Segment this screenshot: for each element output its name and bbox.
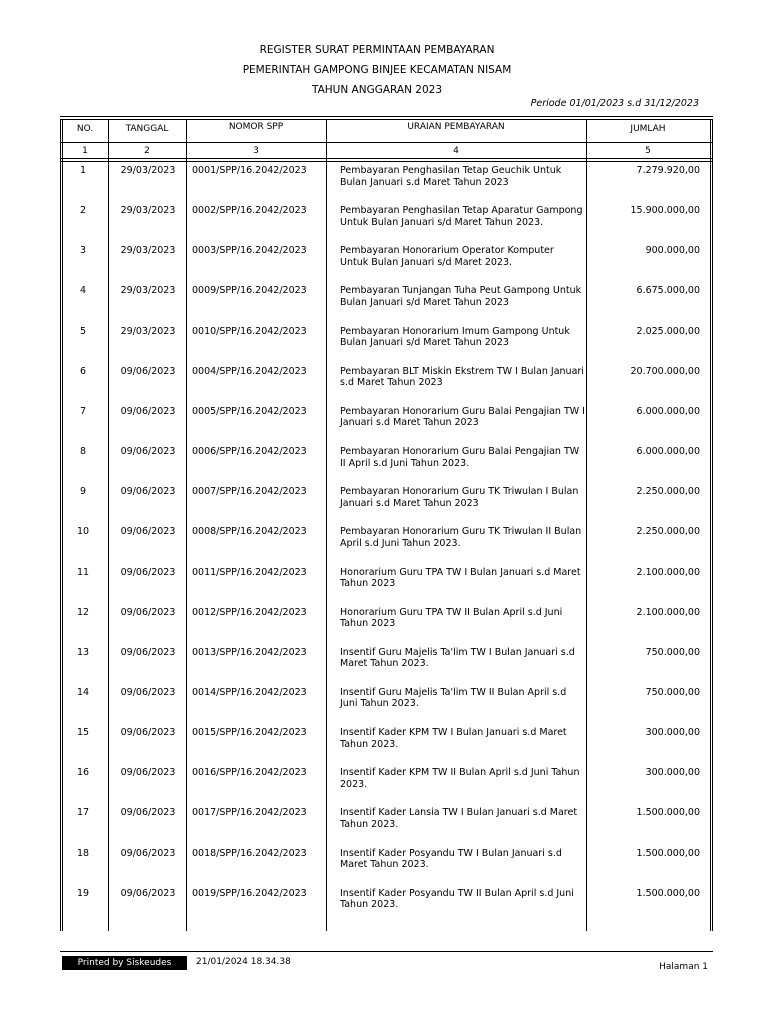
register-table xyxy=(60,113,713,931)
report-period: Periode 01/01/2023 s.d 31/12/2023 xyxy=(530,98,699,109)
row-no: 9 xyxy=(79,486,87,498)
row-jumlah: 2.100.000,00 xyxy=(636,566,700,578)
col-number-3: 3 xyxy=(253,146,259,156)
row-uraian: Pembayaran Honorarium Guru Balai Pengajian TW II April s.d Juni Tahun 2023. xyxy=(340,446,580,469)
page-number: Halaman 1 xyxy=(659,962,708,972)
row-no: 11 xyxy=(76,566,90,578)
row-jumlah: 750.000,00 xyxy=(645,686,700,698)
report-title: REGISTER SURAT PERMINTAAN PEMBAYARAN xyxy=(259,44,495,56)
report-subtitle: PEMERINTAH GAMPONG BINJEE KECAMATAN NISAM xyxy=(242,64,512,76)
row-jumlah: 6.000.000,00 xyxy=(636,446,700,458)
table-row xyxy=(60,647,713,687)
row-nomor-spp: 0016/SPP/16.2042/2023 xyxy=(192,767,307,779)
table-row xyxy=(60,486,713,526)
row-no: 19 xyxy=(76,887,90,899)
row-jumlah: 20.700.000,00 xyxy=(630,365,700,377)
row-nomor-spp: 0003/SPP/16.2042/2023 xyxy=(192,245,307,257)
row-nomor-spp: 0007/SPP/16.2042/2023 xyxy=(192,486,307,498)
table-row xyxy=(60,326,713,366)
row-tanggal: 29/03/2023 xyxy=(120,245,176,257)
row-tanggal: 09/06/2023 xyxy=(120,767,176,779)
footer-divider xyxy=(60,951,713,952)
row-no: 15 xyxy=(76,727,90,739)
row-jumlah: 2.100.000,00 xyxy=(636,606,700,618)
row-nomor-spp: 0001/SPP/16.2042/2023 xyxy=(192,165,307,176)
row-jumlah: 6.675.000,00 xyxy=(636,285,700,297)
row-tanggal: 09/06/2023 xyxy=(120,807,176,819)
row-uraian: Pembayaran Honorarium Guru Balai Pengajian TW I Januari s.d Maret Tahun 2023 xyxy=(340,405,585,429)
table-row xyxy=(60,165,713,205)
row-nomor-spp: 0004/SPP/16.2042/2023 xyxy=(192,365,307,377)
row-nomor-spp: 0006/SPP/16.2042/2023 xyxy=(192,446,307,458)
row-uraian: Pembayaran BLT Miskin Ekstrem TW I Bulan Januari s.d Maret Tahun 2023 xyxy=(340,365,584,389)
header-bottom-border-inner xyxy=(60,161,713,162)
table-top-border-inner xyxy=(60,119,713,120)
table-row xyxy=(60,285,713,325)
row-nomor-spp: 0019/SPP/16.2042/2023 xyxy=(192,887,307,899)
row-jumlah: 2.250.000,00 xyxy=(636,526,700,538)
table-row xyxy=(60,807,713,847)
row-nomor-spp: 0014/SPP/16.2042/2023 xyxy=(192,686,307,698)
table-top-border xyxy=(60,116,713,117)
row-uraian: Pembayaran Honorarium Guru TK Triwulan I Bulan Januari s.d Maret Tahun 2023 xyxy=(340,486,579,509)
row-nomor-spp: 0015/SPP/16.2042/2023 xyxy=(192,727,307,739)
row-tanggal: 09/06/2023 xyxy=(120,365,176,377)
col-header-no: NO. xyxy=(76,124,94,134)
row-tanggal: 09/06/2023 xyxy=(120,566,176,578)
row-uraian: Honorarium Guru TPA TW I Bulan Januari s.d Maret Tahun 2023 xyxy=(340,566,581,589)
row-no: 13 xyxy=(76,646,90,658)
row-nomor-spp: 0012/SPP/16.2042/2023 xyxy=(192,606,307,618)
row-no: 2 xyxy=(79,205,87,217)
row-no: 4 xyxy=(79,285,87,297)
row-uraian: Insentif Guru Majelis Ta'lim TW II Bulan April s.d Juni Tahun 2023. xyxy=(340,686,567,710)
col-header-uraian: URAIAN PEMBAYARAN xyxy=(407,122,505,132)
table-row xyxy=(60,687,713,727)
row-jumlah: 7.279.920,00 xyxy=(636,165,700,176)
row-uraian: Pembayaran Honorarium Operator Komputer Untuk Bulan Januari s/d Maret 2023. xyxy=(340,245,554,268)
row-uraian: Pembayaran Penghasilan Tetap Aparatur Gampong Untuk Bulan Januari s/d Maret Tahun 2023. xyxy=(340,205,583,228)
col-number-1: 1 xyxy=(82,146,88,156)
row-nomor-spp: 0008/SPP/16.2042/2023 xyxy=(192,526,307,538)
row-uraian: Honorarium Guru TPA TW II Bulan April s.d Juni Tahun 2023 xyxy=(340,606,563,630)
print-timestamp: 21/01/2024 18.34.38 xyxy=(196,957,291,967)
row-no: 16 xyxy=(76,767,90,779)
table-row xyxy=(60,767,713,807)
row-jumlah: 300.000,00 xyxy=(645,727,700,739)
row-uraian: Insentif Kader Lansia TW I Bulan Januari s.d Maret Tahun 2023. xyxy=(340,807,578,830)
col-number-4: 4 xyxy=(453,146,459,156)
report-fiscal-year: TAHUN ANGGARAN 2023 xyxy=(311,84,442,96)
table-row xyxy=(60,205,713,245)
row-nomor-spp: 0009/SPP/16.2042/2023 xyxy=(192,285,307,297)
row-nomor-spp: 0005/SPP/16.2042/2023 xyxy=(192,405,307,417)
row-uraian: Insentif Kader Posyandu TW I Bulan Januari s.d Maret Tahun 2023. xyxy=(340,847,562,871)
row-no: 5 xyxy=(79,325,87,337)
row-jumlah: 2.025.000,00 xyxy=(636,325,700,337)
row-jumlah: 1.500.000,00 xyxy=(636,887,700,899)
row-jumlah: 15.900.000,00 xyxy=(630,205,700,217)
row-tanggal: 09/06/2023 xyxy=(120,405,176,417)
table-row xyxy=(60,607,713,647)
row-nomor-spp: 0002/SPP/16.2042/2023 xyxy=(192,205,307,217)
col-number-5: 5 xyxy=(645,146,651,156)
row-no: 12 xyxy=(76,606,90,618)
row-tanggal: 09/06/2023 xyxy=(120,446,176,458)
row-uraian: Pembayaran Honorarium Guru TK Triwulan II Bulan April s.d Juni Tahun 2023. xyxy=(340,526,582,549)
row-no: 3 xyxy=(79,245,87,257)
row-nomor-spp: 0017/SPP/16.2042/2023 xyxy=(192,807,307,819)
printed-by-label: Printed by Siskeudes xyxy=(62,956,187,970)
row-nomor-spp: 0018/SPP/16.2042/2023 xyxy=(192,847,307,859)
row-uraian: Pembayaran Penghasilan Tetap Geuchik Untuk Bulan Januari s.d Maret Tahun 2023 xyxy=(340,165,562,188)
col-header-nomor: NOMOR SPP xyxy=(228,122,284,132)
table-row xyxy=(60,446,713,486)
table-row xyxy=(60,406,713,446)
row-jumlah: 6.000.000,00 xyxy=(636,405,700,417)
row-jumlah: 1.500.000,00 xyxy=(636,847,700,859)
row-tanggal: 29/03/2023 xyxy=(120,325,176,337)
row-tanggal: 09/06/2023 xyxy=(120,486,176,498)
col-header-jumlah: JUMLAH xyxy=(630,124,666,134)
row-tanggal: 09/06/2023 xyxy=(120,727,176,739)
row-uraian: Insentif Guru Majelis Ta'lim TW I Bulan Januari s.d Maret Tahun 2023. xyxy=(340,646,575,670)
row-no: 10 xyxy=(76,526,90,538)
table-row xyxy=(60,848,713,888)
row-uraian: Insentif Kader Posyandu TW II Bulan April s.d Juni Tahun 2023. xyxy=(340,887,574,911)
row-uraian: Pembayaran Honorarium Imum Gampong Untuk Bulan Januari s/d Maret Tahun 2023 xyxy=(340,325,570,349)
row-nomor-spp: 0011/SPP/16.2042/2023 xyxy=(192,566,307,578)
row-no: 8 xyxy=(79,446,87,458)
table-row xyxy=(60,888,713,928)
table-row xyxy=(60,526,713,566)
table-row xyxy=(60,727,713,767)
row-uraian: Pembayaran Tunjangan Tuha Peut Gampong Untuk Bulan Januari s/d Maret Tahun 2023 xyxy=(340,285,582,308)
row-tanggal: 09/06/2023 xyxy=(120,887,176,899)
row-tanggal: 09/06/2023 xyxy=(120,646,176,658)
row-tanggal: 29/03/2023 xyxy=(120,285,176,297)
row-jumlah: 750.000,00 xyxy=(645,646,700,658)
row-jumlah: 1.500.000,00 xyxy=(636,807,700,819)
row-tanggal: 09/06/2023 xyxy=(120,606,176,618)
header-bottom-border xyxy=(60,158,713,159)
col-header-tanggal: TANGGAL xyxy=(125,124,169,134)
table-row xyxy=(60,366,713,406)
table-row xyxy=(60,245,713,285)
row-no: 7 xyxy=(79,405,87,417)
header-divider xyxy=(60,142,713,143)
table-row xyxy=(60,567,713,607)
row-jumlah: 2.250.000,00 xyxy=(636,486,700,498)
row-no: 14 xyxy=(76,686,90,698)
row-tanggal: 29/03/2023 xyxy=(120,165,176,176)
row-jumlah: 300.000,00 xyxy=(645,767,700,779)
row-uraian: Insentif Kader KPM TW II Bulan April s.d Juni Tahun 2023. xyxy=(340,767,580,790)
row-uraian: Insentif Kader KPM TW I Bulan Januari s.d Maret Tahun 2023. xyxy=(340,727,567,750)
row-no: 18 xyxy=(76,847,90,859)
row-no: 1 xyxy=(79,165,87,176)
col-number-2: 2 xyxy=(144,146,150,156)
row-jumlah: 900.000,00 xyxy=(645,245,700,257)
row-nomor-spp: 0010/SPP/16.2042/2023 xyxy=(192,325,307,337)
row-tanggal: 09/06/2023 xyxy=(120,526,176,538)
row-no: 6 xyxy=(79,365,87,377)
row-no: 17 xyxy=(76,807,90,819)
row-tanggal: 29/03/2023 xyxy=(120,205,176,217)
row-tanggal: 09/06/2023 xyxy=(120,847,176,859)
row-tanggal: 09/06/2023 xyxy=(120,686,176,698)
row-nomor-spp: 0013/SPP/16.2042/2023 xyxy=(192,646,307,658)
